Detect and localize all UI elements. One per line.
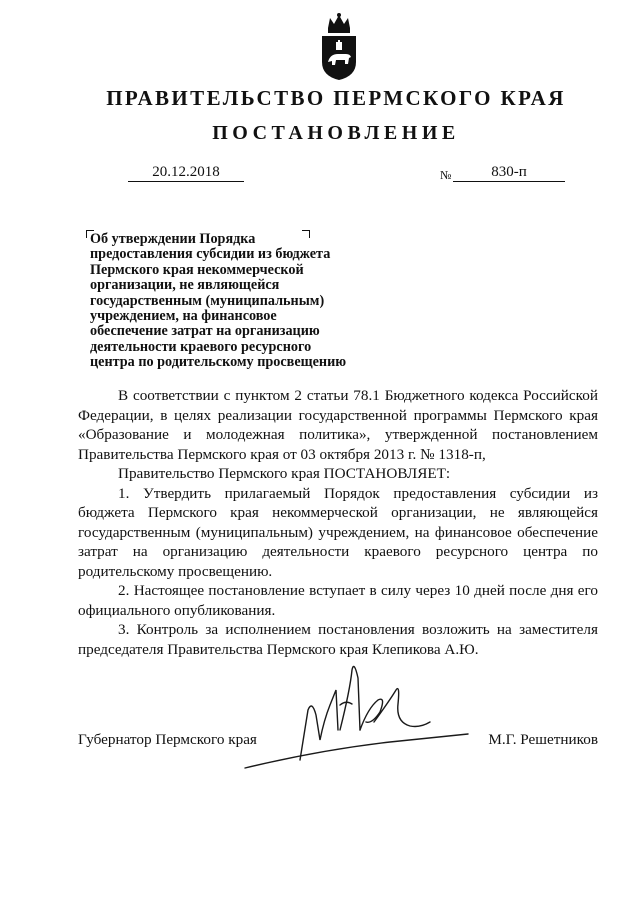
subject-line: государственным (муниципальным): [90, 292, 325, 309]
subject-line: учреждением, на финансовое: [90, 308, 277, 325]
document-subject: [90, 232, 390, 371]
subject-line: организации, не являющейся: [90, 277, 280, 294]
government-title: ПРАВИТЕЛЬСТВО ПЕРМСКОГО КРАЯ: [106, 86, 566, 110]
subject-line: Пермского края некоммерческой: [90, 261, 304, 278]
signatory-position: Губернатор Пермского края: [78, 731, 257, 748]
subject-line: Об утверждении Порядка: [90, 231, 256, 247]
coat-of-arms-icon: [316, 12, 362, 82]
subject-line: деятельности краевого ресурсного: [90, 338, 312, 355]
signature-block: [78, 728, 598, 768]
subject-line: центра по родительскому просвещению: [90, 354, 347, 371]
body-paragraph: 3. Контроль за исполнением постановления возложить на заместителя председателя Правительства Пермского края Клепикова А.Ю.: [78, 621, 598, 658]
document-number: 830-п: [453, 163, 565, 182]
subject-line: обеспечение затрат на организацию: [90, 323, 320, 340]
document-type: ПОСТАНОВЛЕНИЕ: [212, 122, 460, 144]
body-paragraph: В соответствии с пунктом 2 статьи 78.1 Бюджетного кодекса Российской Федерации, в целях реализации государственной программы Пермского края «Образование и молодежная политика», утвержденной постановлением Правительства Пермского края от 03 октября 2013 г. № 1318-п,: [78, 387, 598, 463]
number-sign: №: [440, 168, 452, 182]
subject-line: предоставления субсидии из бюджета: [90, 246, 331, 263]
body-paragraph: 2. Настоящее постановление вступает в силу через 10 дней после дня его официального опубликования.: [78, 582, 598, 619]
signatory-name: М.Г. Решетников: [488, 731, 598, 748]
document-body: [78, 386, 598, 659]
body-paragraph: Правительство Пермского края ПОСТАНОВЛЯЕТ:: [118, 465, 451, 482]
body-paragraph: 1. Утвердить прилагаемый Порядок предоставления субсидии из бюджета Пермского края некоммерческой организации, не являющейся государственным (муниципальным) учреждением, на финансовое обеспечение затрат на организацию деятельности краевого ресурсного центра по родительскому просвещению.: [78, 484, 598, 580]
document-date: 20.12.2018: [128, 163, 244, 182]
